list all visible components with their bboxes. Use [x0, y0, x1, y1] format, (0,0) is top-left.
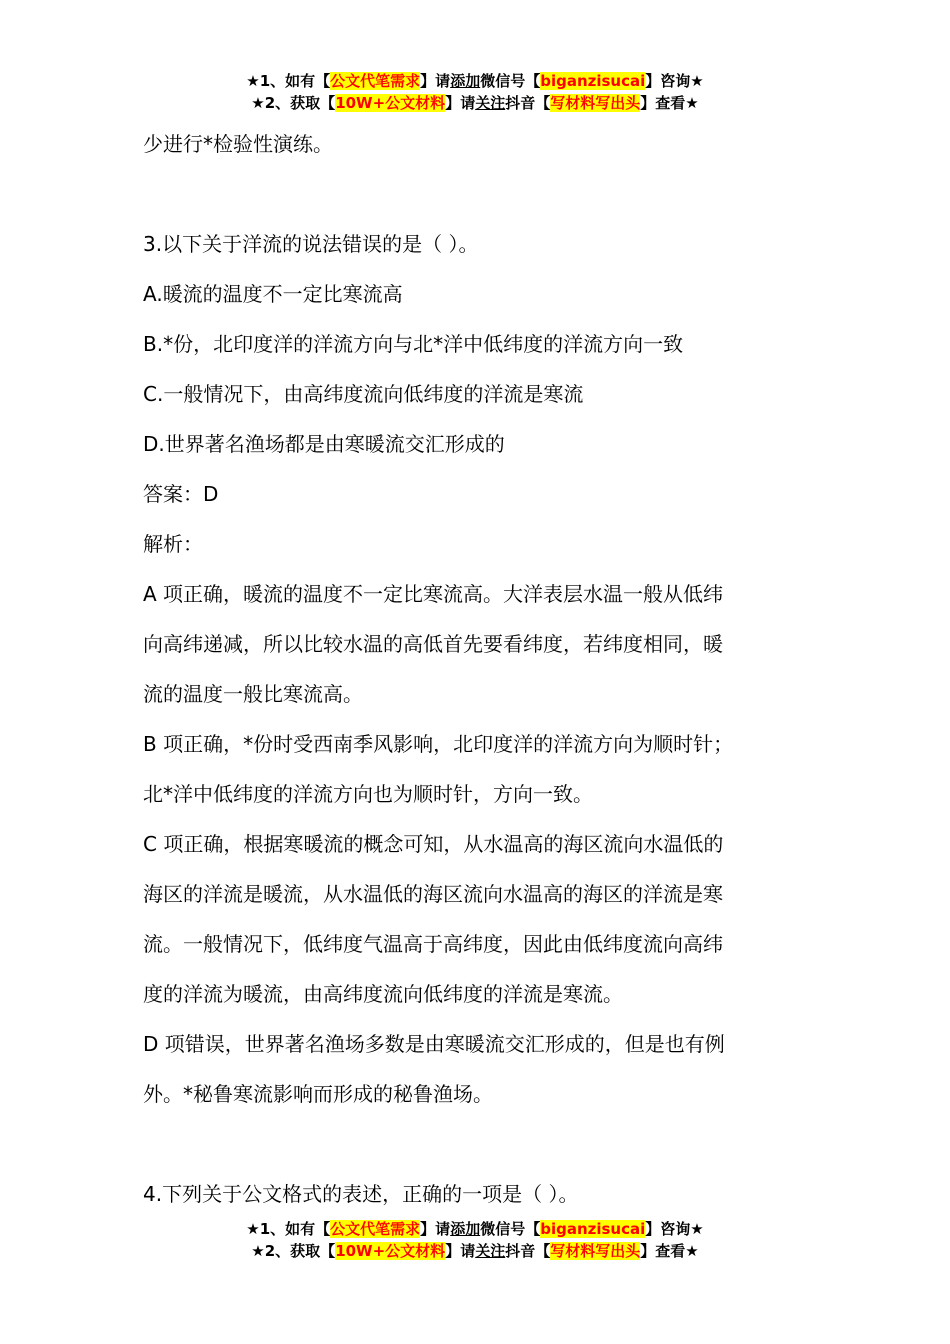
- question-3-stem: 3.以下关于洋流的说法错误的是（ ）。: [143, 232, 479, 256]
- body-line: 流的温度一般比寒流高。: [143, 682, 363, 706]
- banner-text: 】请: [420, 1220, 451, 1238]
- option-d: D.世界著名渔场都是由寒暖流交汇形成的: [143, 432, 505, 456]
- banner-text: ★2、获取【: [251, 1242, 336, 1260]
- option-a: A.暖流的温度不一定比寒流高: [143, 282, 403, 306]
- body-line: 向高纬递减，所以比较水温的高低首先要看纬度，若纬度相同，暖: [143, 632, 723, 656]
- banner-text: 】查看★: [640, 94, 699, 112]
- banner-text: 】请: [420, 72, 451, 90]
- banner-text: ★1、如有【: [246, 72, 331, 90]
- answer-line: 答案：D: [143, 482, 219, 506]
- banner-text: 微信号【: [480, 1220, 541, 1238]
- body-line: 流。一般情况下，低纬度气温高于高纬度，因此由低纬度流向高纬: [143, 932, 723, 956]
- option-c: C.一般情况下，由高纬度流向低纬度的洋流是寒流: [143, 382, 584, 406]
- banner-line-1: [0, 70, 950, 92]
- option-b: B.*份，北印度洋的洋流方向与北*洋中低纬度的洋流方向一致: [143, 332, 684, 356]
- body-line: 少进行*检验性演练。: [143, 132, 333, 156]
- banner-highlight: 10W+公文材料: [335, 1242, 446, 1260]
- banner-text: 】请: [445, 94, 476, 112]
- banner-text: 】咨询★: [645, 1220, 704, 1238]
- banner-line-2: [0, 1240, 950, 1262]
- body-line: 北*洋中低纬度的洋流方向也为顺时针，方向一致。: [143, 782, 593, 806]
- body-line: D 项错误，世界著名渔场多数是由寒暖流交汇形成的，但是也有例: [143, 1032, 725, 1056]
- banner-text: 微信号【: [480, 72, 541, 90]
- banner-highlight: 写材料写出头: [550, 1242, 641, 1260]
- banner-underline: 关注: [475, 94, 506, 112]
- banner-highlight: 写材料写出头: [550, 94, 641, 112]
- banner-highlight: 公文代笔需求: [330, 1220, 421, 1238]
- banner-highlight: biganzisucai: [540, 72, 646, 90]
- banner-text: 抖音【: [505, 1242, 551, 1260]
- body-line: A 项正确，暖流的温度不一定比寒流高。大洋表层水温一般从低纬: [143, 582, 724, 606]
- banner-underline: 添加: [450, 72, 481, 90]
- banner-text: ★2、获取【: [251, 94, 336, 112]
- banner-highlight: 10W+公文材料: [335, 94, 446, 112]
- body-line: B 项正确，*份时受西南季风影响，北印度洋的洋流方向为顺时针；: [143, 732, 734, 756]
- banner-highlight: biganzisucai: [540, 1220, 646, 1238]
- banner-underline: 添加: [450, 1220, 481, 1238]
- banner-text: 】咨询★: [645, 72, 704, 90]
- banner-line-2: [0, 92, 950, 114]
- banner-text: 】请: [445, 1242, 476, 1260]
- banner-underline: 关注: [475, 1242, 506, 1260]
- banner-highlight: 公文代笔需求: [330, 72, 421, 90]
- header-banner: [0, 70, 950, 114]
- question-4-stem: 4.下列关于公文格式的表述，正确的一项是（ ）。: [143, 1182, 579, 1206]
- banner-text: 抖音【: [505, 94, 551, 112]
- analysis-heading: 解析：: [143, 532, 203, 556]
- banner-line-1: [0, 1218, 950, 1240]
- banner-text: 】查看★: [640, 1242, 699, 1260]
- body-line: 外。*秘鲁寒流影响而形成的秘鲁渔场。: [143, 1082, 493, 1106]
- body-line: C 项正确，根据寒暖流的概念可知，从水温高的海区流向水温低的: [143, 832, 724, 856]
- banner-text: ★1、如有【: [246, 1220, 331, 1238]
- body-line: 度的洋流为暖流，由高纬度流向低纬度的洋流是寒流。: [143, 982, 623, 1006]
- body-line: 海区的洋流是暖流，从水温低的海区流向水温高的海区的洋流是寒: [143, 882, 723, 906]
- footer-banner: [0, 1218, 950, 1262]
